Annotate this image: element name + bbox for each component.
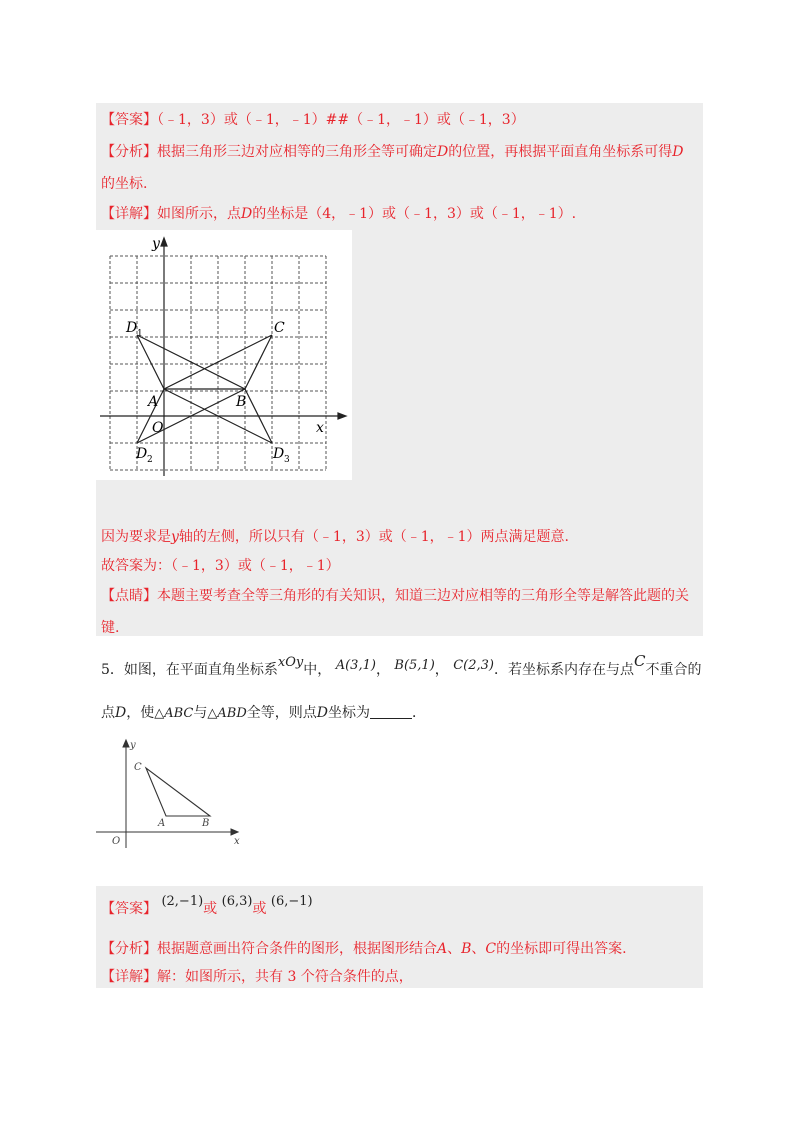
- answer-point-2: (6,3): [221, 894, 253, 909]
- question-text: ．: [411, 705, 426, 721]
- detail-text: 的坐标是（4，﹣1）或（﹣1，3）或（﹣1，﹣1）.: [252, 206, 577, 222]
- detail-line-2: [101, 966, 413, 986]
- comment-line-1: [101, 585, 689, 605]
- question-5-figure: [92, 736, 252, 852]
- point-c-label: C: [274, 320, 285, 336]
- point-a-ref: A: [437, 941, 448, 957]
- analysis-tag: 【分析】: [101, 941, 157, 957]
- point-d1-label: D: [126, 320, 138, 336]
- origin-label: O: [112, 836, 121, 847]
- triangle-abd: △ABD: [207, 706, 247, 721]
- answer-point-1: (2,−1): [161, 894, 204, 909]
- point-a-coord: A(3,1): [335, 658, 376, 673]
- point-c-ref: C: [485, 941, 497, 957]
- question-text: 与: [193, 705, 208, 721]
- so-line: [101, 555, 340, 575]
- point-b-label: B: [236, 394, 247, 410]
- answer-tag: 【答案】: [101, 112, 157, 128]
- triangle-abc: △ABC: [154, 706, 194, 721]
- point-d2-label: D: [136, 446, 148, 462]
- answer-point-3: (6,−1): [270, 894, 313, 909]
- axes: [96, 740, 238, 848]
- triangle-abc-shape: [146, 768, 210, 816]
- answer-text: （﹣1，3）或（﹣1，﹣1）##（﹣1，﹣1）或（﹣1，3）: [157, 112, 525, 128]
- analysis-text: 根据题意画出符合条件的图形，根据图形结合: [157, 941, 437, 957]
- point-d-label: D: [672, 144, 684, 160]
- answer-or: 或: [252, 901, 267, 917]
- plane-name: xOy: [277, 655, 304, 670]
- analysis-text: 的坐标.: [101, 176, 148, 192]
- analysis-line-1: [101, 141, 683, 161]
- y-axis-ref: y: [171, 529, 179, 545]
- question-text: 中，: [303, 662, 332, 678]
- point-d-label: D: [241, 206, 253, 222]
- separator: ，: [434, 662, 449, 678]
- comment-tag: 【点睛】: [101, 588, 157, 604]
- comment-text: 本题主要考查全等三角形的有关知识，知道三边对应相等的三角形全等是解答此题的关: [157, 588, 689, 604]
- separator: 、: [447, 941, 462, 957]
- x-axis-label: x: [234, 836, 240, 847]
- question-text: 如图，在平面直角坐标系: [123, 662, 278, 678]
- point-b-coord: B(5,1): [394, 658, 435, 673]
- question-5-figure-svg: [92, 736, 252, 852]
- comment-text: 键.: [101, 620, 120, 636]
- point-d3-subscript: 3: [284, 455, 290, 465]
- point-a-label: A: [148, 394, 159, 410]
- answer-or: 或: [203, 901, 218, 917]
- coordinate-grid-figure: [96, 230, 352, 480]
- question-text: 不重合的: [645, 662, 702, 678]
- grid-figure-svg: [96, 230, 352, 480]
- point-d-label: D: [437, 144, 449, 160]
- separator: 、: [471, 941, 486, 957]
- analysis-text: 的位置，再根据平面直角坐标系可得: [448, 144, 673, 160]
- detail-text: 如图所示，点: [157, 206, 241, 222]
- detail-tag: 【详解】: [101, 206, 157, 222]
- separator: ，: [375, 662, 390, 678]
- detail-line-1: [101, 203, 576, 223]
- y-axis-label: y: [130, 740, 136, 751]
- analysis-tag: 【分析】: [101, 144, 157, 160]
- point-d-ref: D: [115, 705, 127, 721]
- point-c-coord: C(2,3): [453, 658, 494, 673]
- point-d1-subscript: 1: [137, 329, 143, 339]
- analysis-line-2: [101, 173, 147, 193]
- comment-line-2: [101, 617, 119, 637]
- y-axis-label: y: [152, 236, 160, 252]
- point-b-ref: B: [461, 941, 472, 957]
- analysis-text: 的坐标即可得出答案.: [496, 941, 627, 957]
- so-text: 故答案为：（﹣1，3）或（﹣1，﹣1）: [101, 558, 340, 574]
- question-text: 点: [101, 705, 115, 721]
- because-line: [101, 526, 569, 546]
- answer-line-1: [101, 109, 525, 129]
- question-text: ，使: [126, 705, 155, 721]
- grid-lines: [110, 256, 326, 470]
- question-text: 坐标为: [327, 705, 370, 721]
- point-d-ref: D: [316, 705, 328, 721]
- question-text: ．若坐标系内存在与点: [493, 662, 634, 678]
- x-axis-label: x: [316, 420, 324, 436]
- detail-text: 解：如图所示，共有 3 个符合条件的点，: [157, 969, 413, 985]
- detail-tag: 【详解】: [101, 969, 157, 985]
- question-5-line-1: [101, 652, 702, 679]
- point-c-ref: C: [633, 652, 646, 670]
- answer-tag: 【答案】: [101, 901, 157, 917]
- because-text: 轴的左侧，所以只有（﹣1，3）或（﹣1，﹣1）两点满足题意.: [178, 529, 569, 545]
- question-number: 5．: [101, 662, 124, 678]
- analysis-line-3: [101, 938, 627, 958]
- question-5-line-2: [101, 702, 426, 722]
- point-c-label: C: [134, 762, 142, 773]
- analysis-text: 根据三角形三边对应相等的三角形全等可确定: [157, 144, 437, 160]
- point-d3-label: D: [273, 446, 285, 462]
- answer-line-2: [101, 894, 313, 918]
- origin-label: O: [152, 420, 164, 436]
- question-text: 全等，则点: [246, 705, 317, 721]
- point-b-label: B: [202, 818, 210, 829]
- because-text: 因为要求是: [101, 529, 171, 545]
- point-d2-subscript: 2: [147, 455, 153, 465]
- point-a-label: A: [158, 818, 166, 829]
- answer-blank[interactable]: [370, 706, 412, 719]
